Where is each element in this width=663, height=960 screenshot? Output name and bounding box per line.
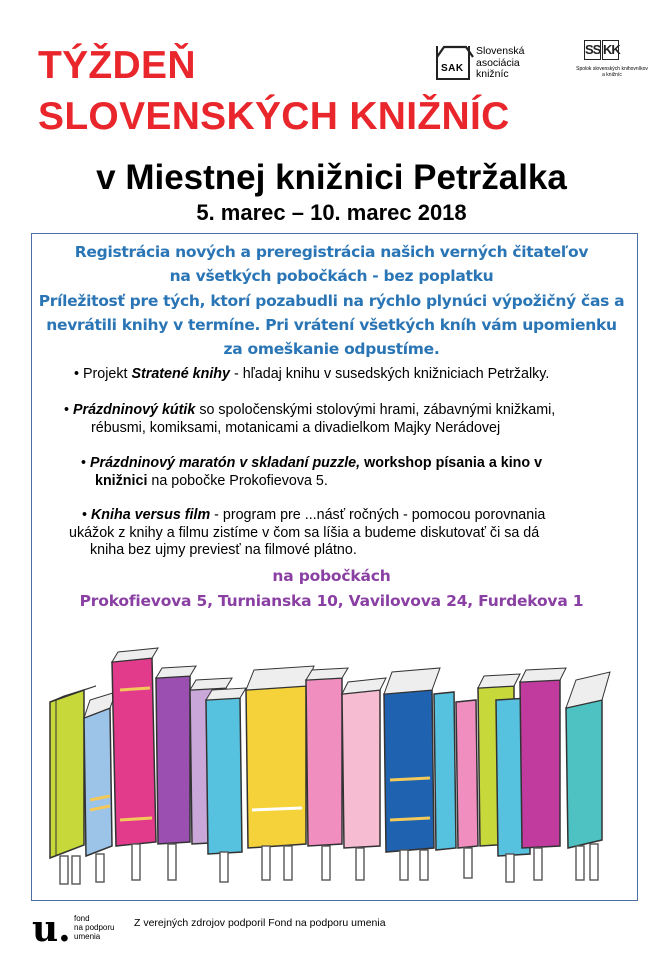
sak-name xyxy=(476,46,546,81)
event-dates: 5. marec – 10. marec 2018 xyxy=(196,200,467,225)
sak-name-line: Slovenská xyxy=(476,45,525,57)
sskk-name: Spolok slovenských knihovníkov a knižníc xyxy=(576,66,648,78)
bullet-lost-books xyxy=(74,366,634,384)
sskk-mark-right: KK xyxy=(602,40,619,60)
title-line-2: SLOVENSKÝCH KNIŽNÍC xyxy=(38,95,510,138)
bullet-emph: Prázdninový maratón v skladaní puzzle, xyxy=(89,455,361,471)
sskk-logo xyxy=(576,40,648,86)
bullet-emph: Prázdninový kútik xyxy=(72,402,196,418)
bullet-text: workshop písania a kino v xyxy=(360,455,543,471)
bullet-prefix: • Projekt xyxy=(74,366,132,382)
books-illustration xyxy=(40,630,630,900)
bullet-book-vs-film xyxy=(69,507,642,560)
book-teal xyxy=(434,692,456,850)
bullet-prefix: • xyxy=(64,402,73,418)
bullet-prefix: • xyxy=(81,455,90,471)
intro-line: nevrátili knihy v termíne. Pri vrátení všetkých kníh vám upomienku xyxy=(46,316,617,334)
book-pink-small xyxy=(456,700,478,848)
book-magenta-2 xyxy=(520,668,566,848)
branches-label: na pobočkách xyxy=(272,567,391,585)
fond-logo-line: fond xyxy=(74,914,90,923)
intro-line: Registrácia nových a preregistrácia našich verných čitateľov xyxy=(74,243,589,261)
sak-house-icon xyxy=(436,46,470,80)
fond-logo xyxy=(32,908,132,951)
bullet-emph: Stratené knihy xyxy=(131,366,230,382)
book-lightpink xyxy=(342,678,386,848)
book-navy xyxy=(384,668,440,852)
intro-line: Príležitosť pre tých, ktorí pozabudli na rýchlo plynúci výpožičný čas a xyxy=(38,292,625,310)
bullet-text: rébusmi, komiksami, motanicami a divadielkom Majky Nerádovej xyxy=(91,419,501,436)
book-yellow xyxy=(246,666,314,848)
sak-mark: SAK xyxy=(441,63,464,74)
bullet-text: so spoločenskými stolovými hrami, zábavnými knižkami, xyxy=(195,402,556,418)
bullet-text: ukážok z knihy a filmu zistíme v čom sa líšia a budeme diskutovať či sa dá xyxy=(69,524,540,541)
roof-icon xyxy=(436,44,474,58)
intro-line: za omeškanie odpustíme. xyxy=(223,340,440,358)
fond-logo-line: na podporu xyxy=(74,923,115,932)
sskk-mark xyxy=(584,40,622,64)
subtitle: v Miestnej knižnici Petržalka xyxy=(96,158,567,197)
fond-logo-text xyxy=(74,914,134,941)
sskk-mark-left: SS xyxy=(584,40,601,60)
bullet-text: - program pre ...násť ročných - pomocou porovnania xyxy=(210,507,546,523)
book-magenta xyxy=(112,648,158,846)
branches-list: Prokofievova 5, Turnianska 10, Vavilovova 24, Furdekova 1 xyxy=(79,592,584,610)
title-line-1: TÝŽDEŇ xyxy=(38,44,196,87)
sak-logo xyxy=(436,44,544,84)
book-lightblue xyxy=(84,692,116,856)
book-cyan xyxy=(206,688,246,854)
bullet-emph: Kniha versus film xyxy=(90,507,211,523)
fond-logo-mark: u. xyxy=(32,908,71,950)
bullet-prefix: • xyxy=(82,507,91,523)
bullet-puzzle-marathon xyxy=(81,455,641,490)
bullet-text: na pobočke Prokofievova 5. xyxy=(147,472,328,489)
book-aqua xyxy=(566,672,610,848)
footer-support-text: Z verejných zdrojov podporil Fond na podporu umenia xyxy=(134,917,386,929)
fond-logo-line: umenia xyxy=(74,932,101,941)
intro-line: na všetkých pobočkách - bez poplatku xyxy=(169,267,494,285)
sak-name-line: asociácia xyxy=(476,56,520,69)
bullet-text: knižnici xyxy=(95,472,148,489)
bullet-holiday-corner xyxy=(64,402,624,437)
sak-name-line: knižníc xyxy=(476,68,509,80)
bullet-text: kniha bez ujmy previesť na filmové plátno. xyxy=(90,542,357,558)
bullet-text: - hľadaj knihu v susedských knižniciach Petržalky. xyxy=(229,366,550,382)
